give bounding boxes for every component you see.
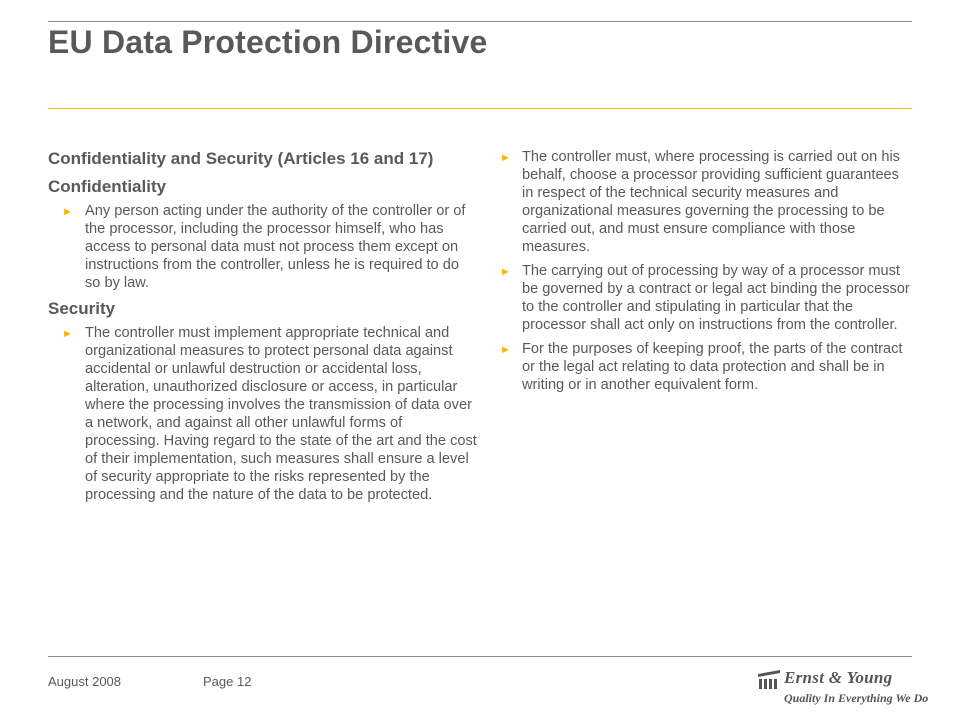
bullet-text: The controller must implement appropriate technical and organizational measures to protect personal data against accidental or unlawful destruction or accidental loss, alteration, unauthorized disclosure or access, in particular where the processing involves the transmission of data over a network, and against all other unlawful forms of processing. Having regard to the state of the art and the cost of their implementation, such measures shall ensure a level of security appropriate to the risks represented by the processing and the nature of the data to be protected. xyxy=(85,325,477,503)
list-item xyxy=(498,262,914,334)
confidentiality-list xyxy=(48,202,478,292)
top-divider xyxy=(48,21,912,22)
footer-divider xyxy=(48,656,912,657)
company-logo xyxy=(756,666,929,710)
logo-name: Ernst & Young xyxy=(784,668,893,687)
section-heading: Confidentiality and Security (Articles 16 and 17) xyxy=(48,149,434,168)
processor-list xyxy=(498,148,914,394)
title-underline xyxy=(48,108,912,109)
triangle-right-icon: ► xyxy=(500,344,511,356)
triangle-right-icon: ► xyxy=(62,328,73,340)
footer-date: August 2008 xyxy=(48,674,122,689)
triangle-right-icon: ► xyxy=(62,206,73,218)
list-item xyxy=(498,340,914,394)
left-column xyxy=(48,148,478,510)
bullet-text: Any person acting under the authority of the controller or of the processor, including the processor himself, who has access to personal data must not process them except on instructions from the controller, unless he is required to do so by law. xyxy=(85,203,466,291)
bullet-text: The controller must, where processing is carried out on his behalf, choose a processor providing sufficient guarantees in respect of the technical security measures and organizational measures governing the processing to be carried out, and must ensure compliance with those measures. xyxy=(522,149,900,255)
list-item xyxy=(498,148,914,256)
logo-mark-icon xyxy=(756,670,782,690)
bullet-text: For the purposes of keeping proof, the parts of the contract or the legal act relating to data protection and shall be in writing or in another equivalent form. xyxy=(522,341,903,393)
logo-tagline: Quality In Everything We Do xyxy=(784,691,929,705)
page-number: Page 12 xyxy=(203,674,252,689)
page-title: EU Data Protection Directive xyxy=(48,24,488,60)
bullet-text: The carrying out of processing by way of a processor must be governed by a contract or legal act binding the processor to the controller and stipulating in particular that the processor shall act only on instructions from the controller. xyxy=(522,263,910,333)
list-item xyxy=(48,324,478,504)
security-heading: Security xyxy=(48,299,116,318)
confidentiality-heading: Confidentiality xyxy=(48,177,167,196)
triangle-right-icon: ► xyxy=(500,152,511,164)
security-list xyxy=(48,324,478,504)
right-column xyxy=(498,148,914,400)
triangle-right-icon: ► xyxy=(500,266,511,278)
list-item xyxy=(48,202,478,292)
